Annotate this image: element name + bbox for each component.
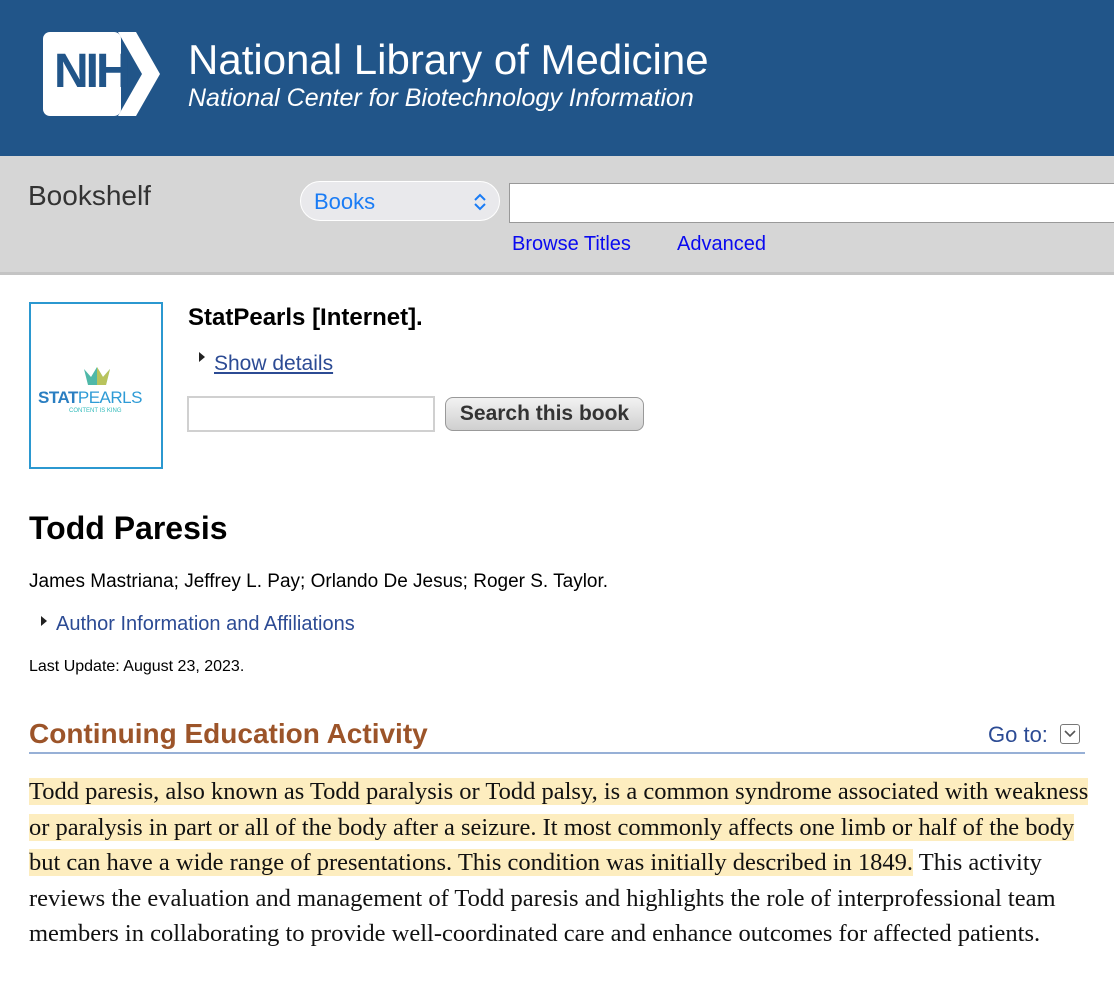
search-this-book-button[interactable]: Search this book: [445, 397, 644, 431]
goto-dropdown-button[interactable]: [1060, 724, 1080, 744]
chevron-updown-icon: [473, 192, 487, 212]
expand-triangle-icon[interactable]: [199, 352, 205, 362]
book-search-input[interactable]: [187, 396, 435, 432]
section-divider: [29, 752, 1085, 754]
advanced-link[interactable]: Advanced: [677, 233, 766, 255]
book-cover[interactable]: [29, 302, 163, 469]
author-affiliations-link[interactable]: Author Information and Affiliations: [56, 613, 355, 635]
database-select[interactable]: [300, 181, 500, 221]
crown-icon: [84, 367, 110, 385]
search-bar: [0, 156, 1114, 275]
goto-label[interactable]: Go to:: [988, 722, 1048, 747]
show-details-link[interactable]: Show details: [214, 352, 334, 375]
article-title: Todd Paresis: [29, 510, 228, 546]
expand-triangle-icon[interactable]: [41, 616, 47, 626]
site-title: National Library of Medicine: [188, 36, 709, 83]
article-authors: James Mastriana; Jeffrey L. Pay; Orlando De Jesus; Roger S. Taylor.: [29, 571, 609, 592]
last-update: Last Update: August 23, 2023.: [29, 658, 245, 675]
cover-tagline: CONTENT IS KING: [69, 408, 122, 414]
highlighted-text: Todd paresis, also known as Todd paralysis or Todd palsy, is a common syndrome associated with weakness or paralysis in part or all of the body after a seizure. It most commonly affects one limb or half of the body but can have a wide range of presentations. This condition was initially described in 1849.: [29, 778, 1089, 876]
database-select-value: Books: [314, 189, 376, 214]
chevron-down-icon: [1061, 725, 1079, 743]
bookshelf-label[interactable]: Bookshelf: [28, 180, 151, 211]
section-heading: Continuing Education Activity: [29, 718, 428, 749]
activity-paragraph: [29, 774, 1091, 952]
site-subtitle: National Center for Biotechnology Information: [188, 84, 694, 112]
book-title[interactable]: StatPearls [Internet].: [188, 304, 423, 331]
paragraph-text: This activity reviews the evaluation and management of Todd paresis and highlights the role of interprofessional team members in collaborating to provide well-coordinated care and enhance outcomes for affected patients.: [29, 849, 1056, 947]
search-input[interactable]: [509, 183, 1114, 223]
statpearls-logo: STATPEARLS: [38, 388, 142, 407]
browse-titles-link[interactable]: Browse Titles: [512, 233, 631, 255]
nih-logo-text: NIH: [54, 45, 128, 98]
site-header: [0, 0, 1114, 156]
nih-chevron-icon: [118, 32, 174, 116]
